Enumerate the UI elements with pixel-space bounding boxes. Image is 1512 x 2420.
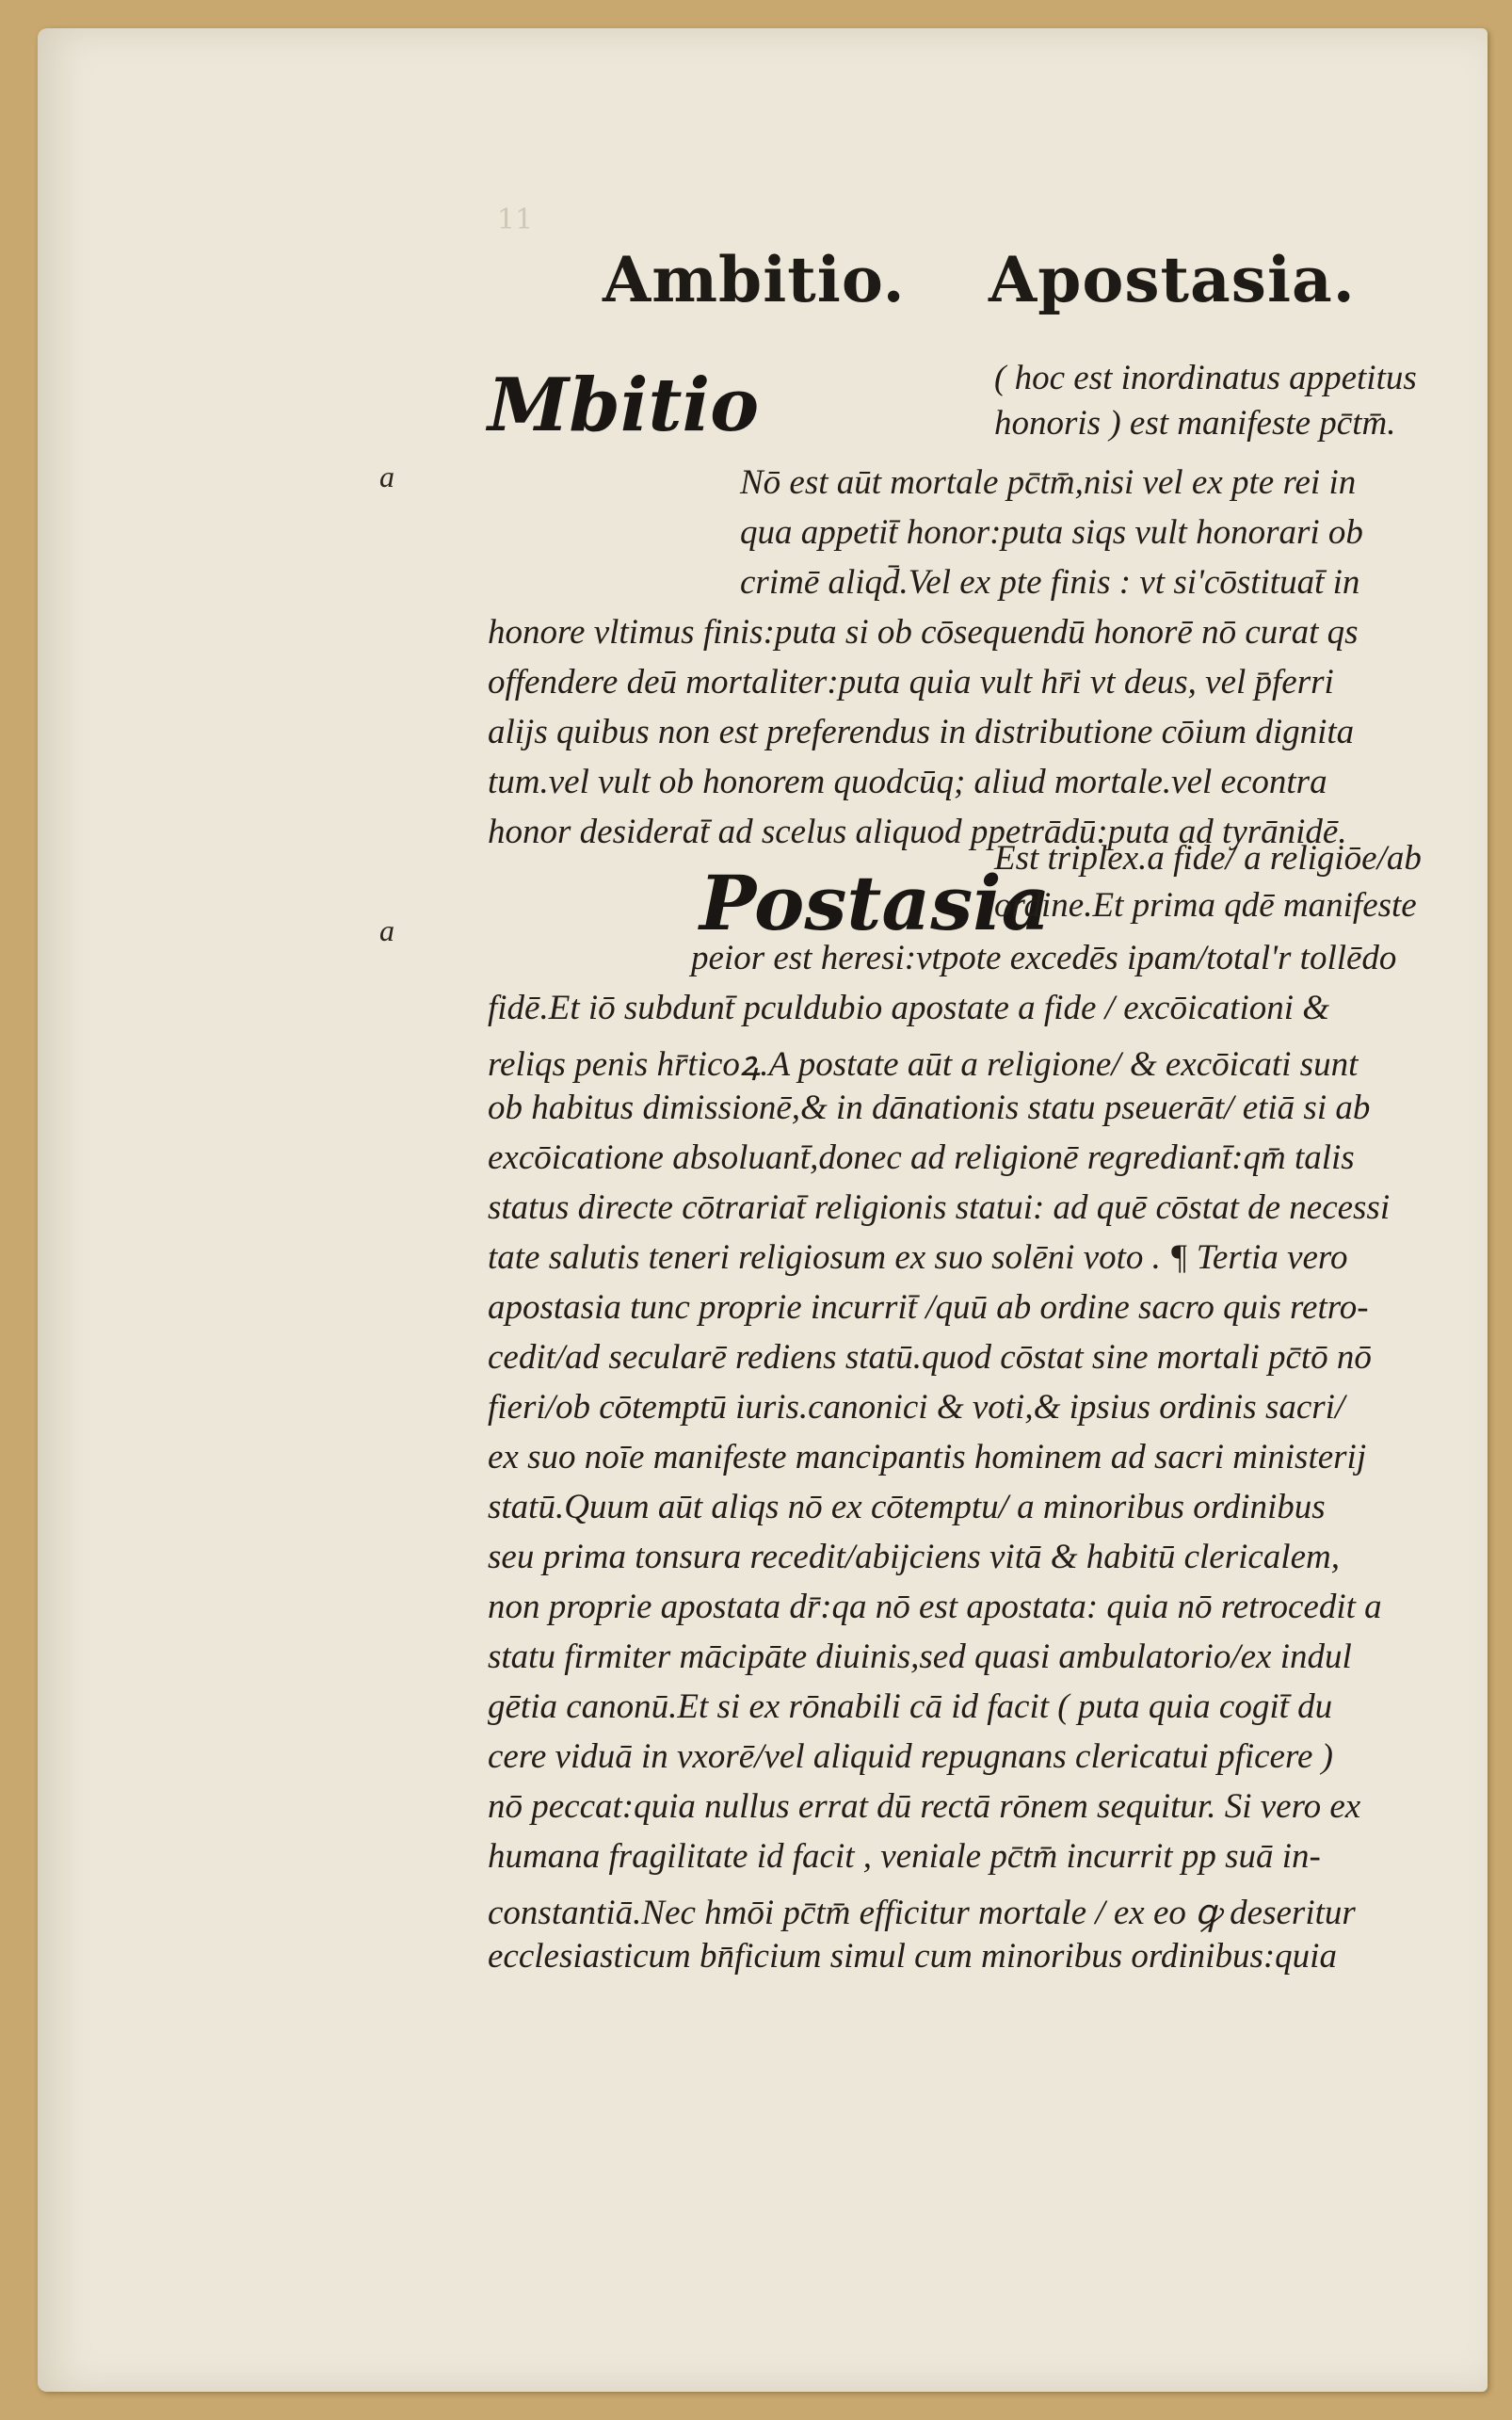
text-line: gētia canonū.Et si ex rōnabili cā id facit ( puta quia cogit̄ du [488, 1687, 1333, 1726]
text-line: non proprie apostata dr̄:qa nō est apostata: quia nō retrocedit a [488, 1588, 1382, 1626]
text-line: statu firmiter mācipāte diuinis,sed quasi ambulatorio/ex indul [488, 1638, 1352, 1676]
text-line: ( hoc est inordinatus appetitus [994, 359, 1417, 397]
book-page [38, 28, 1488, 2392]
text-line: fidē.Et iō subdunt̄ pculdubio apostate a fide / excōicationi & [488, 989, 1330, 1027]
text-line: ordine.Et prima qdē manifeste [994, 886, 1417, 925]
text-line: fieri/ob cōtemptū iuris.canonici & voti,& ipsius ordinis sacri/ [488, 1388, 1345, 1427]
text-line: honoris ) est manifeste pc̄tm̄. [994, 404, 1396, 443]
text-line: apostasia tunc proprie incurrit̄ /quū ab ordine sacro quis retro- [488, 1288, 1369, 1327]
margin-mark: a [379, 460, 394, 493]
text-line: tum.vel vult ob honorem quodcūq; aliud mortale.vel econtra [488, 763, 1327, 801]
text-line: Nō est aūt mortale pc̄tm̄,nisi vel ex pte rei in [740, 463, 1357, 502]
text-line: excōicatione absoluant̄,donec ad religionē regrediant̄:qm̄ talis [488, 1138, 1355, 1177]
text-line: cere viduā in vxorē/vel aliquid repugnans clericatui pficere ) [488, 1737, 1333, 1776]
headword-apostasia: Postasia [700, 859, 1051, 947]
text-line: ex suo noīe manifeste mancipantis hominem ad sacri ministerij [488, 1438, 1367, 1476]
text-line: peior est heresi:vtpote excedēs ipam/total'r tollēdo [691, 939, 1397, 977]
text-line: offendere deū mortaliter:puta quia vult hr̄i vt deus, vel p̄ferri [488, 663, 1334, 702]
text-line: humana fragilitate id facit , veniale pc̄tm̄ incurrit pp suā in- [488, 1837, 1321, 1876]
text-line: ob habitus dimissionē,& in dānationis statu pseuerāt/ etiā si ab [488, 1089, 1371, 1127]
text-line: seu prima tonsura recedit/abijciens vitā & habitū clericalem, [488, 1538, 1340, 1576]
margin-mark: a [379, 913, 394, 947]
folio-number: 11 [497, 203, 534, 236]
headword-ambitio: Mbitio [488, 363, 760, 448]
text-line: qua appetit̄ honor:puta siqs vult honorari ob [740, 513, 1363, 552]
text-line: ecclesiasticum bn̄ficium simul cum minoribus ordinibus:quia [488, 1937, 1337, 1976]
text-line: reliqs penis hr̄ticoꝝ.A postate aūt a religione/ & excōicati sunt [488, 1045, 1359, 1084]
text-line: nō peccat:quia nullus errat dū rectā rōnem sequitur. Si vero ex [488, 1787, 1361, 1826]
text-line: Est triplex.a fide/ a religiōe/ab [994, 839, 1422, 878]
text-line: status directe cōtrariat̄ religionis statui: ad quē cōstat de necessi [488, 1188, 1391, 1227]
text-line: crimē aliqd̄.Vel ex pte finis : vt si'cōstituat̄ in [740, 563, 1360, 602]
running-head-right: Apostasia. [989, 243, 1356, 316]
text-line: honore vltimus finis:puta si ob cōsequendū honorē nō curat qs [488, 613, 1359, 652]
text-line: tate salutis teneri religiosum ex suo solēni voto . ¶ Tertia vero [488, 1238, 1348, 1277]
text-line: honor desiderat̄ ad scelus aliquod ppetrādū:puta ad tyrānidē. [488, 813, 1347, 851]
running-head-left: Ambitio. [603, 243, 906, 316]
text-line: constantiā.Nec hmōi pc̄tm̄ efficitur mortale / ex eo ꝙ deseritur [488, 1894, 1356, 1932]
text-line: cedit/ad secularē rediens statū.quod cōstat sine mortali pc̄tō nō [488, 1338, 1372, 1377]
text-line: statū.Quum aūt aliqs nō ex cōtemptu/ a minoribus ordinibus [488, 1488, 1326, 1526]
text-line: alijs quibus non est preferendus in distributione cōium dignita [488, 713, 1355, 751]
